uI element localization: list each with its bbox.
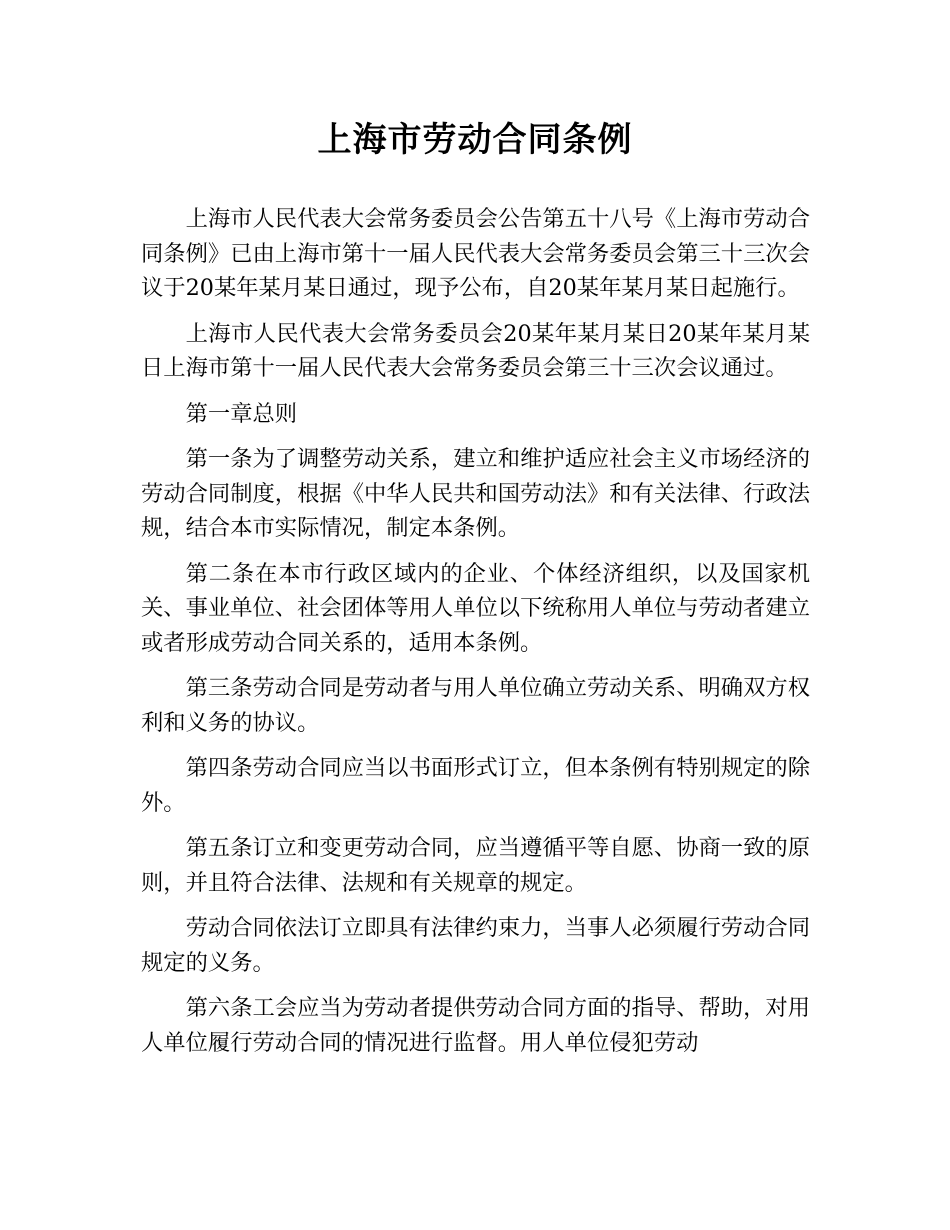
article-5-clause: 劳动合同依法订立即具有法律约束力，当事人必须履行劳动合同规定的义务。 bbox=[141, 915, 810, 976]
article-6: 第六条工会应当为劳动者提供劳动合同方面的指导、帮助，对用人单位履行劳动合同的情况进行监督。用人单位侵犯劳动 bbox=[141, 995, 810, 1056]
article-1: 第一条为了调整劳动关系，建立和维护适应社会主义市场经济的劳动合同制度，根据《中华人民共和国劳动法》和有关法律、行政法规，结合本市实际情况，制定本条例。 bbox=[141, 446, 810, 541]
document-title: 上海市劳动合同条例 bbox=[317, 120, 633, 160]
article-3: 第三条劳动合同是劳动者与用人单位确立劳动关系、明确双方权利和义务的协议。 bbox=[141, 675, 810, 736]
paragraph-adoption: 上海市人民代表大会常务委员会20某年某月某日20某年某月某日上海市第十一届人民代表大会常务委员会第三十三次会议通过。 bbox=[141, 320, 810, 381]
article-4: 第四条劳动合同应当以书面形式订立，但本条例有特别规定的除外。 bbox=[141, 755, 810, 816]
article-2: 第二条在本市行政区域内的企业、个体经济组织，以及国家机关、事业单位、社会团体等用人单位以下统称用人单位与劳动者建立或者形成劳动合同关系的，适用本条例。 bbox=[141, 560, 810, 656]
paragraph-announcement: 上海市人民代表大会常务委员会公告第五十八号《上海市劳动合同条例》已由上海市第十一届人民代表大会常务委员会第三十三次会议于20某年某月某日通过，现予公布，自20某年某月某日起施行。 bbox=[141, 206, 810, 301]
chapter-heading: 第一章总则 bbox=[185, 400, 298, 427]
article-5: 第五条订立和变更劳动合同，应当遵循平等自愿、协商一致的原则，并且符合法律、法规和有关规章的规定。 bbox=[141, 835, 810, 896]
document-body bbox=[141, 202, 810, 1071]
